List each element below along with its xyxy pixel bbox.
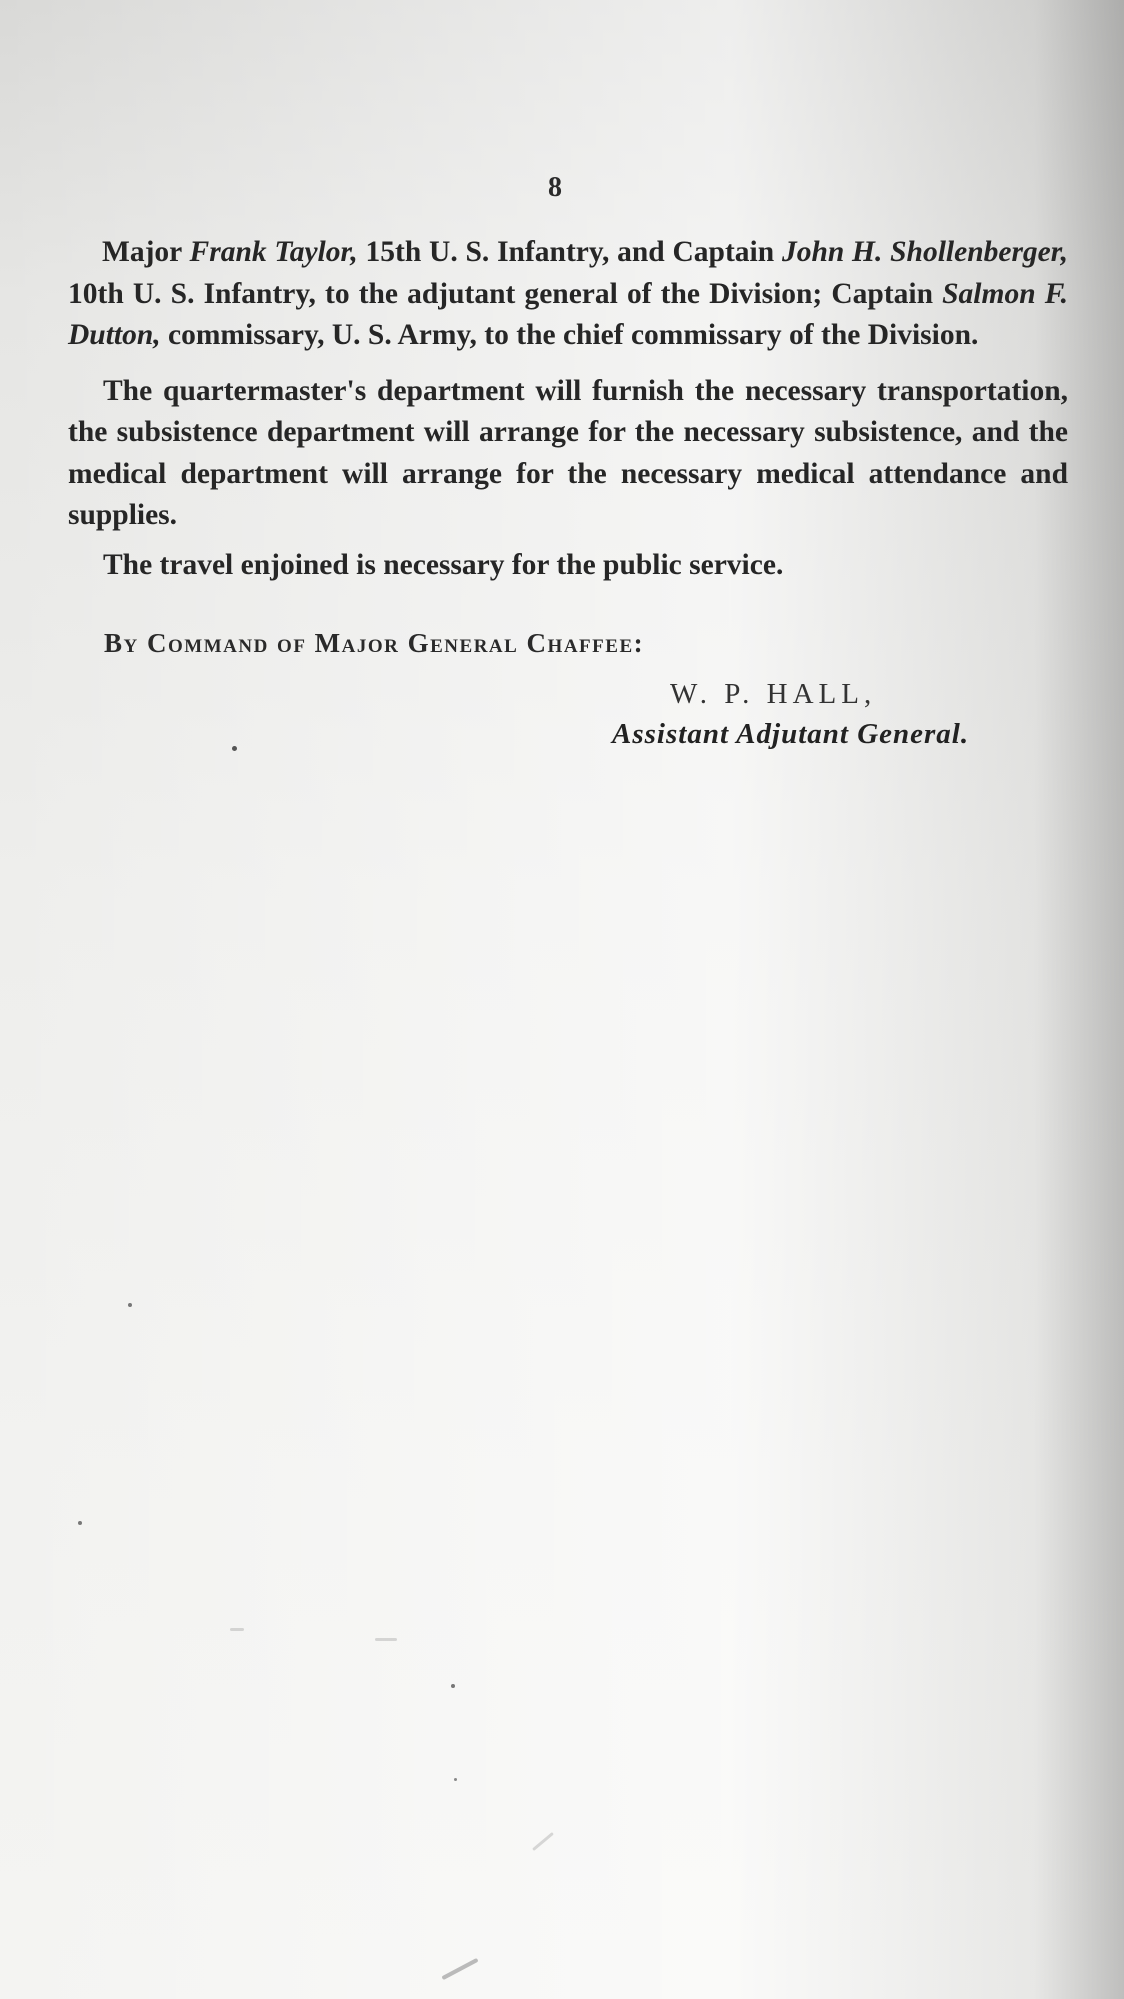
signature-title: Assistant Adjutant General. bbox=[612, 718, 970, 750]
paragraph-assignments bbox=[68, 232, 1068, 357]
paper-speck bbox=[128, 1303, 132, 1307]
text-run: 10th U. S. Infantry, to the adjutant general of the Division; Captain bbox=[68, 277, 943, 310]
paragraph-departments bbox=[68, 371, 1068, 537]
paper-speck bbox=[451, 1684, 455, 1688]
signature-name: W. P. HALL, bbox=[670, 678, 877, 710]
text-run: 15th U. S. Infantry, and Captain bbox=[357, 236, 782, 268]
document-body bbox=[68, 232, 1068, 586]
page-number: 8 bbox=[548, 172, 562, 203]
paper-speck bbox=[232, 746, 237, 751]
officer-name-dutton: Salmon F. Dutton, bbox=[68, 277, 1068, 351]
text-run: commissary, U. S. Army, to the chief commissary of the Division. bbox=[160, 319, 979, 351]
officer-name-taylor: Frank Taylor, bbox=[189, 236, 358, 268]
paper-smudge bbox=[230, 1628, 244, 1631]
officer-name-shollenberger: John H. Shollenberger, bbox=[781, 236, 1069, 268]
text-run: The quartermaster's department will furnish the necessary transportation, the subsistence department will arrange for the necessary subsistence, and the medical department will arrange for the necessary medical attendance and supplies. bbox=[68, 374, 1068, 531]
paper-smudge bbox=[441, 1958, 478, 1980]
paper-smudge bbox=[532, 1832, 554, 1851]
text-run: Major bbox=[102, 236, 190, 268]
text-run: The travel enjoined is necessary for the public service. bbox=[103, 548, 784, 581]
paper-speck bbox=[78, 1521, 82, 1525]
paragraph-travel bbox=[68, 545, 1068, 587]
paper-speck bbox=[454, 1778, 457, 1781]
paper-smudge bbox=[375, 1638, 397, 1641]
command-line: By Command of Major General Chaffee: bbox=[104, 628, 645, 658]
